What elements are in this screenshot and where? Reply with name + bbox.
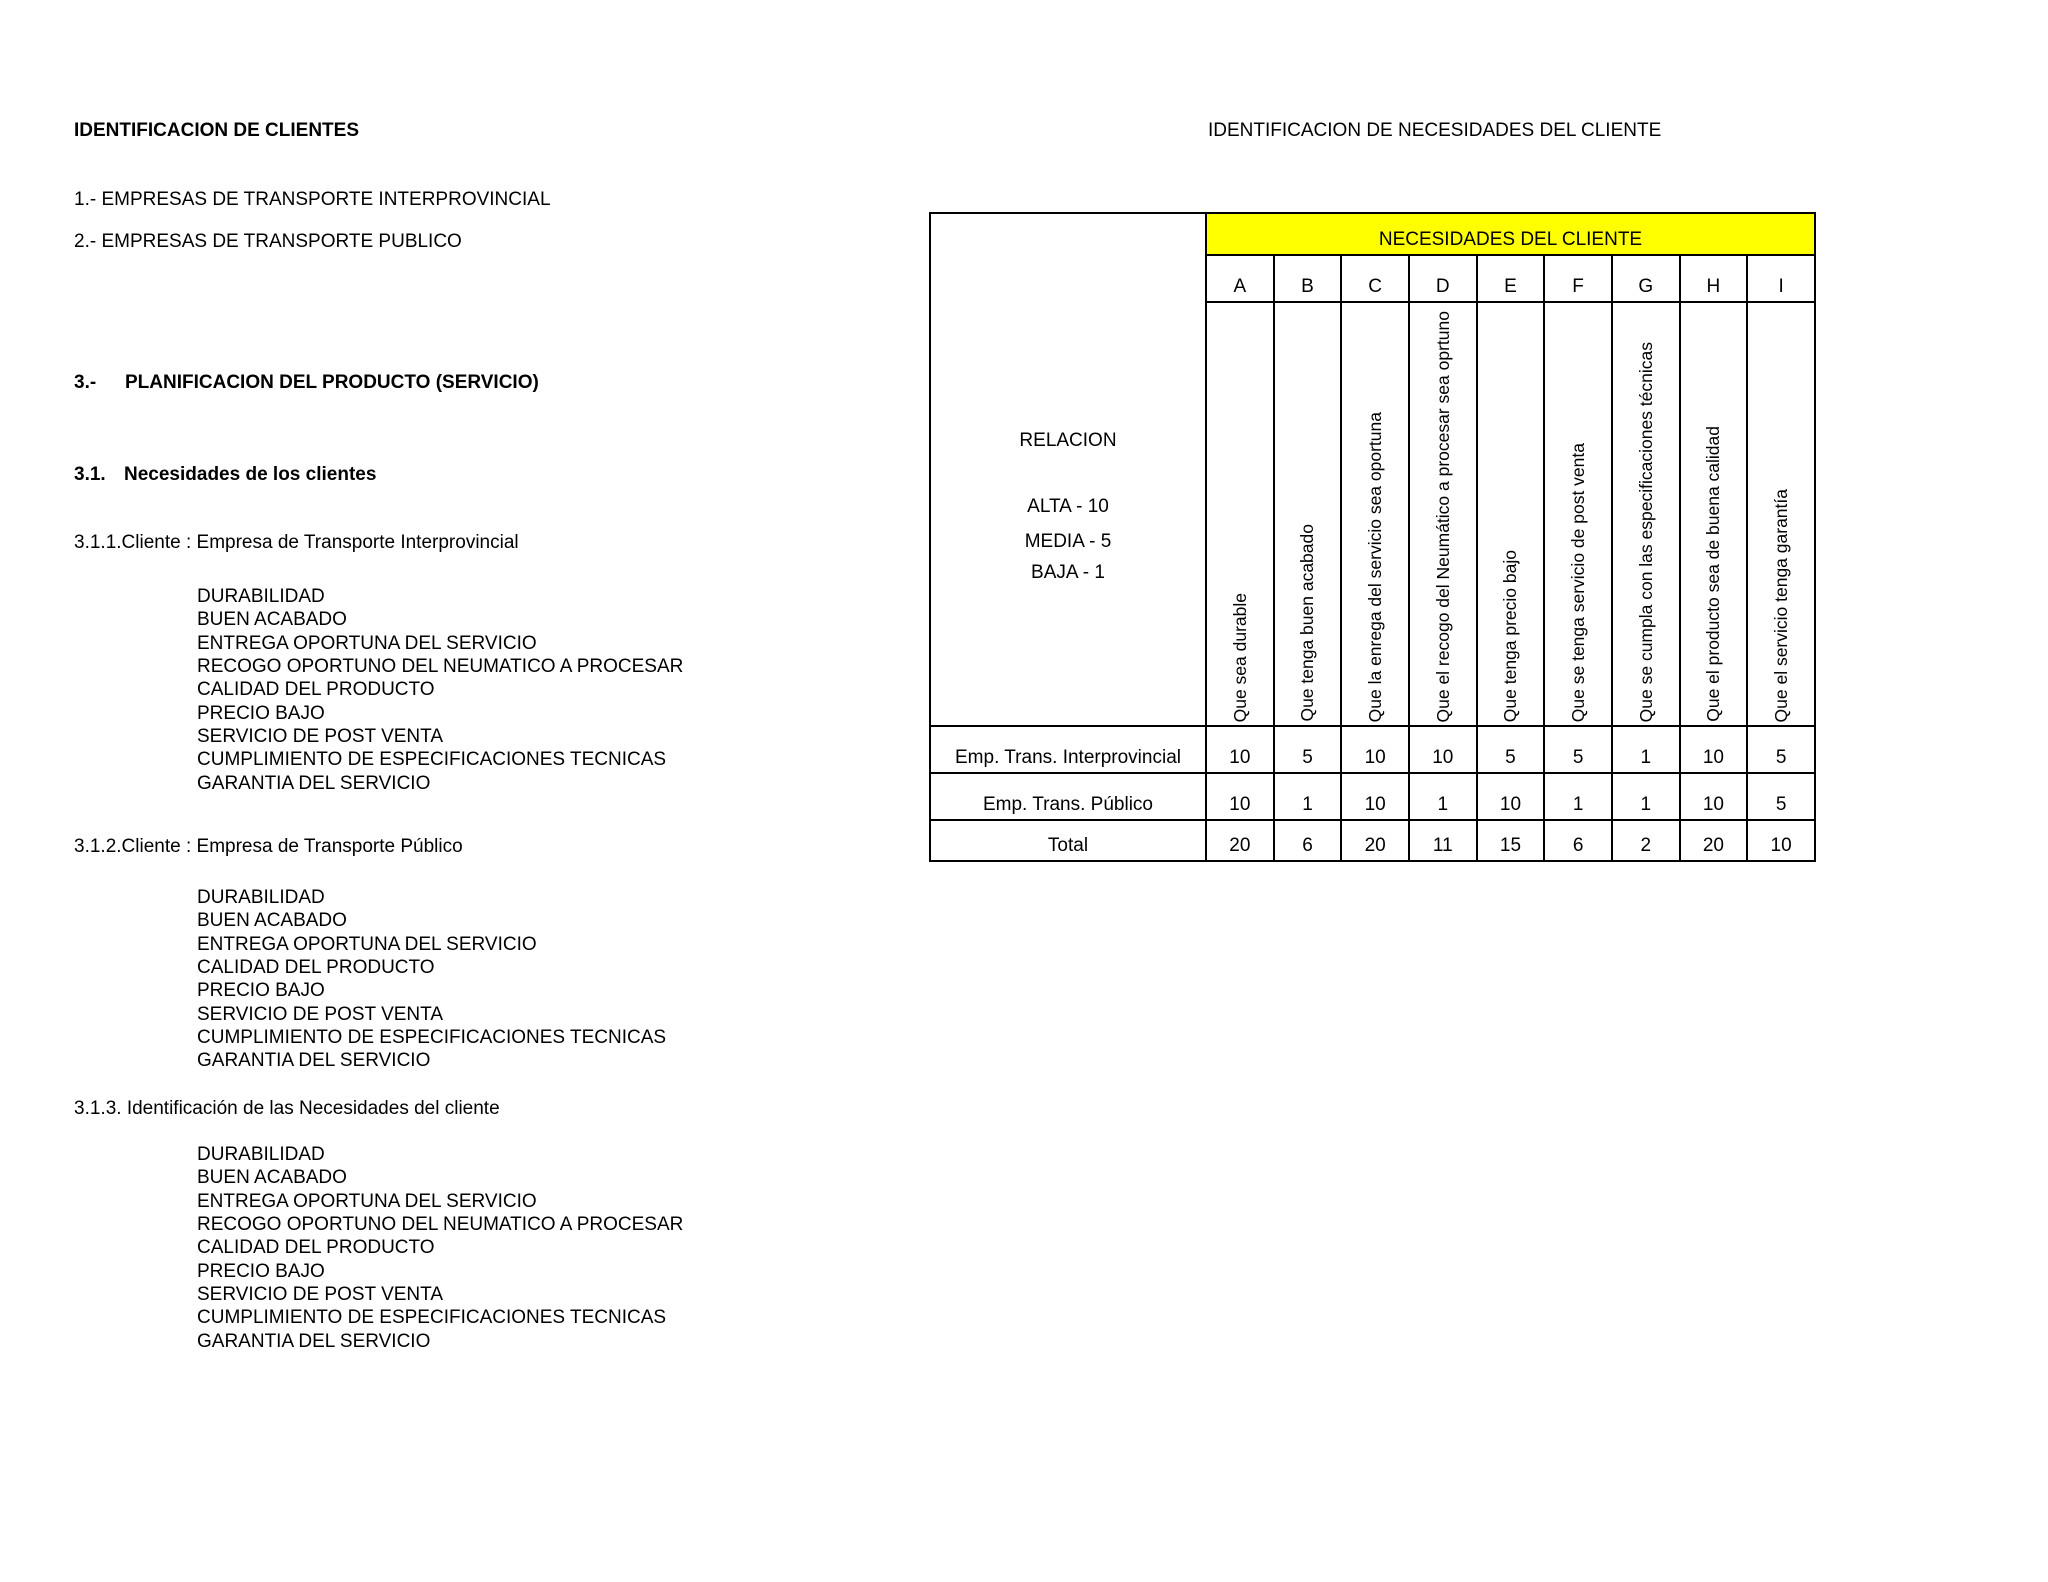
value-total-h: 20 [1680,820,1748,861]
list-item: RECOGO OPORTUNO DEL NEUMATICO A PROCESAR [197,656,684,678]
list-item: BUEN ACABADO [197,910,347,932]
list-item: GARANTIA DEL SERVICIO [197,1330,431,1352]
value-interprovincial-a: 10 [1206,726,1274,773]
value-interprovincial-i: 5 [1747,726,1815,773]
need-label-d: Que el recogo del Neumático a procesar sea oprtuno [1432,310,1453,722]
list-item: CALIDAD DEL PRODUCTO [197,679,435,701]
scale-high: ALTA - 10 [1027,496,1109,517]
list-item: BUEN ACABADO [197,609,347,631]
list-item: CUMPLIMIENTO DE ESPECIFICACIONES TECNICAS [197,1307,667,1329]
need-cell-h [1680,302,1748,726]
need-label-e: Que tenga precio bajo [1500,549,1521,722]
value-publico-b: 1 [1274,773,1342,820]
list-item: CUMPLIMIENTO DE ESPECIFICACIONES TECNICAS [197,1027,667,1049]
column-letter-i: I [1747,255,1815,302]
needs-header: NECESIDADES DEL CLIENTE [1206,213,1815,255]
section-title: PLANIFICACION DEL PRODUCTO (SERVICIO) [125,372,539,393]
need-label-f: Que se tenga servicio de post venta [1568,442,1589,722]
need-cell-f [1544,302,1612,726]
needs-list-combined [197,1143,683,1353]
value-interprovincial-b: 5 [1274,726,1342,773]
need-cell-a [1206,302,1274,726]
column-letter-g: G [1612,255,1680,302]
need-cell-g [1612,302,1680,726]
table-row [930,773,1815,820]
need-label-g: Que se cumpla con las especificaciones técnicas [1635,341,1656,722]
column-letter-c: C [1341,255,1409,302]
need-cell-b [1274,302,1342,726]
value-publico-f: 1 [1544,773,1612,820]
value-publico-i: 5 [1747,773,1815,820]
value-publico-d: 1 [1409,773,1477,820]
value-interprovincial-d: 10 [1409,726,1477,773]
need-label-h: Que el producto sea de buena calidad [1703,426,1724,722]
list-item: PRECIO BAJO [197,980,325,1002]
list-item: ENTREGA OPORTUNA DEL SERVICIO [197,632,537,654]
subsection-title: Necesidades de los clientes [124,464,377,485]
list-item: PRECIO BAJO [197,702,325,724]
column-letter-b: B [1274,255,1342,302]
need-cell-d [1409,302,1477,726]
scale-low: BAJA - 1 [1031,562,1105,583]
need-label-i: Que el servicio tenga garantía [1771,488,1792,722]
need-label-b: Que tenga buen acabado [1297,524,1318,722]
column-letter-a: A [1206,255,1274,302]
value-total-d: 11 [1409,820,1477,861]
section-number: 3.- [74,372,97,393]
value-publico-h: 10 [1680,773,1748,820]
row-label-publico: Emp. Trans. Público [930,773,1206,820]
need-cell-c [1341,302,1409,726]
column-letter-d: D [1409,255,1477,302]
column-letter-e: E [1477,255,1545,302]
list-item: CALIDAD DEL PRODUCTO [197,1237,435,1259]
list-item: SERVICIO DE POST VENTA [197,1003,444,1025]
value-interprovincial-e: 5 [1477,726,1545,773]
value-interprovincial-g: 1 [1612,726,1680,773]
list-item: BUEN ACABADO [197,1167,347,1189]
client-heading-interprovincial: 3.1.1.Cliente : Empresa de Transporte Interprovincial [74,532,519,553]
list-item: GARANTIA DEL SERVICIO [197,772,431,794]
list-item: SERVICIO DE POST VENTA [197,1284,444,1306]
list-item: PRECIO BAJO [197,1260,325,1282]
row-label-interprovincial: Emp. Trans. Interprovincial [930,726,1206,773]
need-label-c: Que la enrega del servicio sea oportuna [1365,411,1386,722]
table-row [930,726,1815,773]
value-total-a: 20 [1206,820,1274,861]
clients-title: IDENTIFICACION DE CLIENTES [74,120,360,141]
value-publico-a: 10 [1206,773,1274,820]
needs-list-publico [197,886,666,1073]
row-label-total: Total [930,820,1206,861]
value-total-c: 20 [1341,820,1409,861]
client-heading-publico: 3.1.2.Cliente : Empresa de Transporte Público [74,836,463,857]
value-publico-g: 1 [1612,773,1680,820]
list-item: DURABILIDAD [197,586,325,607]
need-cell-i [1747,302,1815,726]
list-item: ENTREGA OPORTUNA DEL SERVICIO [197,933,537,955]
list-item: SERVICIO DE POST VENTA [197,726,444,748]
needs-identification-heading: 3.1.3. Identificación de las Necesidades del cliente [74,1098,500,1119]
value-publico-c: 10 [1341,773,1409,820]
list-item: GARANTIA DEL SERVICIO [197,1050,431,1072]
client-item-interprovincial: 1.- EMPRESAS DE TRANSPORTE INTERPROVINCIAL [74,189,551,210]
list-item: ENTREGA OPORTUNA DEL SERVICIO [197,1190,537,1212]
value-total-b: 6 [1274,820,1342,861]
list-item: RECOGO OPORTUNO DEL NEUMATICO A PROCESAR [197,1214,684,1236]
column-letter-f: F [1544,255,1612,302]
list-item: CALIDAD DEL PRODUCTO [197,957,435,979]
value-interprovincial-c: 10 [1341,726,1409,773]
value-interprovincial-h: 10 [1680,726,1748,773]
needs-identification-title: IDENTIFICACION DE NECESIDADES DEL CLIENTE [1208,120,1662,141]
scale-medium: MEDIA - 5 [1024,531,1112,552]
column-letter-h: H [1680,255,1748,302]
relation-label: RELACION [1019,430,1117,451]
need-cell-e [1477,302,1545,726]
table-row-total [930,820,1815,861]
value-total-i: 10 [1747,820,1815,861]
value-total-g: 2 [1612,820,1680,861]
needs-matrix-table [929,212,1816,862]
subsection-number: 3.1. [74,464,106,485]
value-publico-e: 10 [1477,773,1545,820]
list-item: DURABILIDAD [197,1144,325,1165]
relation-cell [930,213,1206,726]
list-item: CUMPLIMIENTO DE ESPECIFICACIONES TECNICAS [197,749,667,771]
value-total-e: 15 [1477,820,1545,861]
need-label-a: Que sea durable [1229,592,1250,722]
client-item-publico: 2.- EMPRESAS DE TRANSPORTE PUBLICO [74,231,462,252]
needs-list-interprovincial [197,585,683,795]
value-interprovincial-f: 5 [1544,726,1612,773]
value-total-f: 6 [1544,820,1612,861]
list-item: DURABILIDAD [197,887,325,908]
